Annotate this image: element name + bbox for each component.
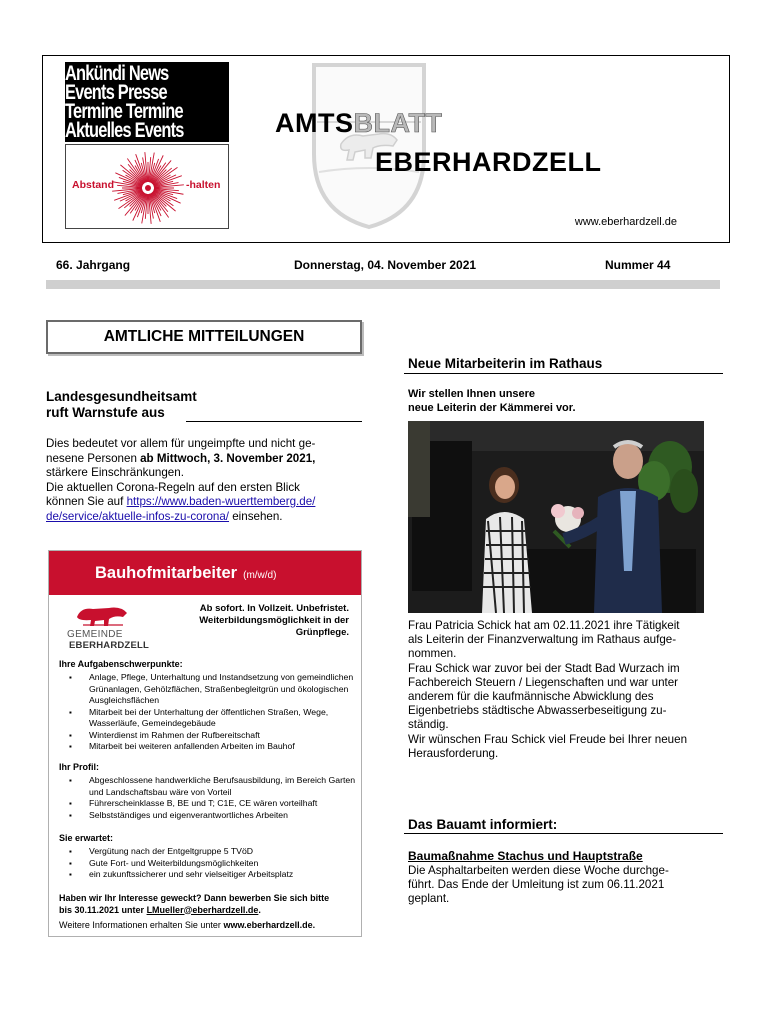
- firework-burst-icon: [110, 151, 186, 225]
- text-line: Dies bedeutet vor allem für ungeimpfte und nicht ge-: [46, 437, 316, 450]
- title-part-amts: AMTS: [275, 108, 354, 138]
- offer-list: [67, 846, 357, 881]
- section-heading-amtliche-mitteilungen: AMTLICHE MITTEILUNGEN: [46, 320, 362, 354]
- article-subtitle-bauamt: Baumaßnahme Stachus und Hauptstraße: [408, 849, 643, 863]
- text-line: Herausforderung.: [408, 746, 499, 760]
- collage-word: Aktuelles Events: [65, 119, 184, 142]
- intro-line: Ab sofort. In Vollzeit. Unbefristet.: [199, 603, 349, 614]
- job-ad-header: [49, 551, 361, 595]
- lead-line: neue Leiterin der Kämmerei vor.: [408, 401, 576, 414]
- job-footer: [59, 920, 315, 930]
- article-title-mitarbeiterin: Neue Mitarbeiterin im Rathaus: [408, 356, 603, 371]
- publication-title: [275, 108, 442, 139]
- profile-heading: Ihr Profil:: [59, 762, 99, 772]
- abstand-halten-logo: [65, 144, 229, 229]
- application-email-link[interactable]: LMueller@eberhardzell.de: [146, 904, 259, 915]
- photo-new-employee: [408, 421, 704, 613]
- halten-label: -halten: [186, 179, 221, 191]
- list-item: ▪ Abgeschlossene handwerkliche Berufsausbildung, im Bereich Garten und Landschaftsbau wäre von Vorteil: [67, 775, 357, 798]
- text-line: [46, 510, 362, 525]
- text-span: können Sie auf: [46, 495, 127, 508]
- list-item: ▪ Winterdienst im Rahmen der Rufbereitschaft: [67, 730, 357, 742]
- apply-line: Haben wir Ihr Interesse geweckt? Dann bewerben Sie sich bitte: [59, 893, 330, 903]
- text-span: .: [258, 904, 261, 915]
- text-line: anderem für die kaufmännische Abwicklung des: [408, 690, 654, 704]
- issue-number: Nummer 44: [605, 258, 671, 272]
- logo-text-eberhardzell: EBERHARDZELL: [69, 640, 149, 651]
- list-item: ▪ Mitarbeit bei weiteren anfallenden Arbeiten im Bauhof: [67, 741, 357, 753]
- text-line: Fachbereich Steuern / Liegenschaften und war unter: [408, 675, 679, 689]
- text-line: ständig.: [408, 718, 449, 732]
- news-collage-image: [65, 62, 229, 142]
- list-item: ▪ Mitarbeit bei der Unterhaltung der öffentlichen Straßen, Wege, Wasserläufe, Gemeindegebäude: [67, 707, 357, 730]
- text-span: nesene Personen: [46, 451, 141, 465]
- lion-icon: [73, 599, 133, 627]
- list-item: ▪ Selbstständiges und eigenverantwortliches Arbeiten: [67, 810, 357, 822]
- profile-list: [67, 775, 357, 821]
- emphasis-date: ab Mittwoch, 3. November 2021,: [140, 451, 316, 465]
- tasks-heading: Ihre Aufgabenschwerpunkte:: [59, 659, 183, 669]
- text-span: einsehen.: [229, 509, 283, 523]
- lead-line: Wir stellen Ihnen unsere: [408, 388, 536, 400]
- website-text: www.eberhardzell.de: [574, 216, 677, 228]
- website-link[interactable]: www.eberhardzell.de.: [223, 920, 316, 930]
- text-span: Weitere Informationen erhalten Sie unter: [59, 920, 224, 930]
- job-intro: [173, 603, 349, 639]
- text-line: Wir wünschen Frau Schick viel Freude bei Ihrer neuen: [408, 732, 688, 746]
- text-line: Frau Schick war zuvor bei der Stadt Bad Wurzach im: [408, 661, 680, 675]
- apply-text: [59, 893, 329, 916]
- article-body-warnstufe: [46, 437, 362, 524]
- text-line: stärkere Einschränkungen.: [46, 466, 184, 479]
- text-line: als Leiterin der Finanzverwaltung im Rathaus aufge-: [408, 633, 677, 647]
- list-item: ▪ Vergütung nach der Entgeltgruppe 5 TVöD: [67, 846, 357, 858]
- title-rule: [404, 373, 723, 374]
- list-item: ▪ Anlage, Pflege, Unterhaltung und Instandsetzung von gemeindlichen Grünanlagen, Gehölzflächen, Straßenbegleitgrün und ökologischen Ausgleichsflächen: [67, 672, 357, 707]
- text-line: nommen.: [408, 647, 457, 661]
- intro-line: Grünpflege.: [295, 627, 349, 638]
- article-body-bauamt: [408, 864, 721, 907]
- photo-illustration: [408, 421, 704, 613]
- text-line: Frau Patricia Schick hat am 02.11.2021 ihre Tätigkeit: [408, 619, 680, 632]
- abstand-label: Abstand: [72, 179, 114, 191]
- apply-line: [59, 905, 329, 917]
- logo-text-gemeinde: GEMEINDE: [67, 629, 123, 640]
- text-line: geplant.: [408, 892, 450, 906]
- masthead: [42, 55, 730, 243]
- title-line: Landesgesundheitsamt: [46, 389, 197, 404]
- corona-info-link[interactable]: https://www.baden-wuerttemberg.de/: [126, 495, 316, 508]
- job-title: Bauhofmitarbeiter: [95, 564, 238, 582]
- article-lead: [408, 388, 576, 415]
- corona-info-link-cont[interactable]: de/service/aktuelle-infos-zu-corona/: [46, 509, 230, 523]
- text-line: führt. Das Ende der Umleitung ist zum 06.11.2021: [408, 878, 665, 892]
- issue-volume: 66. Jahrgang: [56, 258, 131, 272]
- list-item: ▪ Gute Fort- und Weiterbildungsmöglichkeiten: [67, 858, 357, 870]
- town-title: EBERHARDZELL: [375, 147, 602, 177]
- issue-date: Donnerstag, 04. November 2021: [294, 258, 477, 272]
- offer-heading: Sie erwartet:: [59, 833, 114, 843]
- article-body-mitarbeiterin: [408, 619, 721, 761]
- text-span: bis 30.11.2021 unter: [59, 904, 147, 915]
- gemeinde-logo: [65, 599, 151, 651]
- text-line: [46, 452, 362, 467]
- collage-word: Termine Termine: [65, 100, 183, 123]
- collage-word: Ankündi News: [65, 62, 169, 85]
- list-item: ▪ Führerscheinklasse B, BE und T; C1E, CE wären vorteilhaft: [67, 798, 357, 810]
- title-line: ruft Warnstufe aus: [46, 405, 165, 420]
- collage-word: Events Presse: [65, 81, 167, 104]
- job-advertisement: [48, 550, 362, 937]
- title-part-blatt: BLATT: [353, 108, 443, 138]
- text-line: Die aktuellen Corona-Regeln auf den ersten Blick: [46, 480, 300, 494]
- title-rule: [404, 833, 723, 834]
- title-rule: [186, 421, 362, 422]
- article-title-warnstufe: [46, 389, 197, 421]
- text-line: [46, 495, 362, 510]
- header-divider-bar: [46, 280, 720, 289]
- article-title-bauamt: Das Bauamt informiert:: [408, 817, 558, 832]
- text-line: Die Asphaltarbeiten werden diese Woche durchge-: [408, 864, 669, 877]
- list-item: ▪ ein zukunftssicherer und sehr vielseitiger Arbeitsplatz: [67, 869, 357, 881]
- job-gender-suffix: (m/w/d): [243, 570, 277, 581]
- tasks-list: [67, 672, 357, 753]
- text-line: Eigenbetriebs städtische Abwasserbeseitigung zu-: [408, 704, 667, 718]
- coat-of-arms-watermark: [311, 62, 427, 230]
- intro-line: Weiterbildungsmöglichkeit in der: [199, 615, 349, 626]
